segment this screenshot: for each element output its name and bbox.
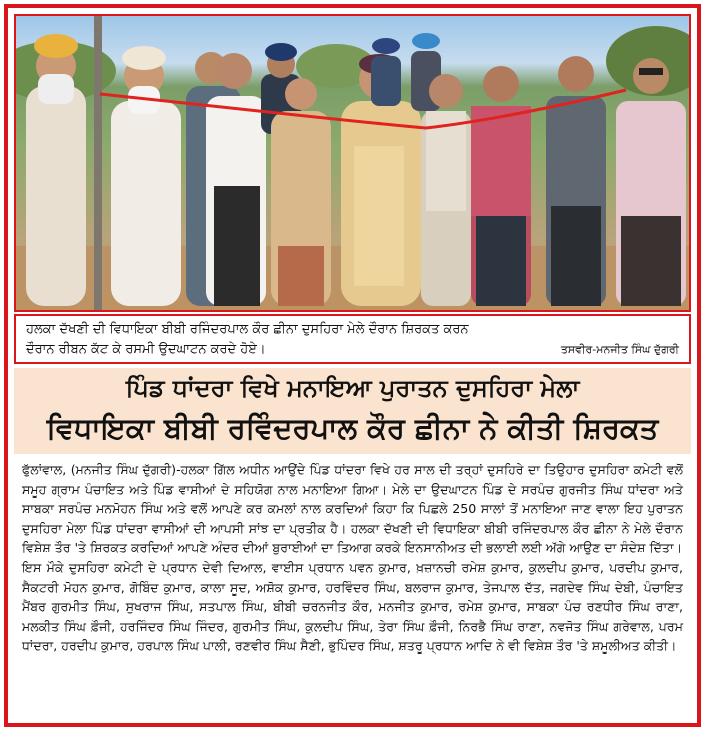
caption-line-1: ਹਲਕਾ ਦੱਖਣੀ ਦੀ ਵਿਧਾਇਕਾ ਬੀਬੀ ਰਜਿੰਦਰਪਾਲ ਕੌਰ ਛੀਨਾ ਦੁਸਹਿਰਾ ਮੇਲੇ ਦੌਰਾਨ ਸ਼ਿਰਕਤ ਕਰਨ [26,322,469,337]
news-photo [14,14,691,312]
photo-caption [14,314,691,364]
headline-line-1: ਪਿੰਡ ਧਾਂਦਰਾ ਵਿਖੇ ਮਨਾਇਆ ਪੁਰਾਤਨ ਦੁਸਹਿਰਾ ਮੇਲਾ [125,374,580,402]
headline-box [14,368,691,454]
article-paragraph-1: ਫੁੱਲਾਂਵਾਲ, (ਮਨਜੀਤ ਸਿੰਘ ਦੁੱਗਰੀ)-ਹਲਕਾ ਗਿੱਲ ਅਧੀਨ ਆਉਂਦੇ ਪਿੰਡ ਧਾਂਦਰਾ ਵਿਖੇ ਹਰ ਸਾਲ ਦੀ ਤਰ੍ਹਾਂ ਦੁਸਹਿਰੇ ਦਾ ਤਿਉਹਾਰ ਦੁਸਹਿਰਾ ਕਮੇਟੀ ਵਲੋਂ ਸਮੂਹ ਗ੍ਰਾਮ ਪੰਚਾਇਤ ਅਤੇ ਪਿੰਡ ਵਾਸੀਆਂ ਦੇ ਸਹਿਯੋਗ ਨਾਲ ਮਨਾਇਆ ਗਿਆ। ਮੇਲੇ ਦਾ ਉਦਘਾਟਨ ਪਿੰਡ ਦੇ ਸਰਪੰਚ ਗੁਰਜੀਤ ਸਿੰਘ ਧਾਂਦਰਾ ਅਤੇ ਸਾਬਕਾ ਸਰਪੰਚ ਮਨਮੋਹਨ ਸਿੰਘ ਅਤੇ ਵਲੋਂ ਆਪਣੇ ਕਰ ਕਮਲਾਂ ਨਾਲ ਕਰਦਿਆਂ ਕਿਹਾ ਕਿ ਪਿਛਲੇ 250 ਸਾਲਾਂ ਤੋਂ ਮਨਾਇਆ ਜਾਣ ਵਾਲਾ ਇਹ ਪੁਰਾਤਨ ਦੁਸਹਿਰਾ ਮੇਲਾ ਪਿੰਡ ਧਾਂਦਰਾ ਵਾਸੀਆਂ ਦੀ ਆਪਸੀ ਸਾਂਝ ਦਾ ਪ੍ਰਤੀਕ ਹੈ। ਹਲਕਾ ਦੱਖਣੀ ਦੀ ਵਿਧਾਇਕਾ ਬੀਬੀ ਰਜਿੰਦਰਪਾਲ ਕੌਰ ਛੀਨਾ ਨੇ ਮੇਲੇ ਦੌਰਾਨ ਵਿਸ਼ੇਸ਼ ਤੌਰ 'ਤੇ ਸ਼ਿਰਕਤ ਕਰਦਿਆਂ ਆਪਣੇ ਅੰਦਰ ਦੀਆਂ ਬੁਰਾਈਆਂ ਦਾ ਤਿਆਗ ਕਰਕੇ ਇਨਸਾਨੀਅਤ ਦੀ ਭਲਾਈ ਲਈ ਅੱਗੇ ਆਉਣ ਦਾ ਸੰਦੇਸ਼ ਦਿੱਤਾ। [22,462,683,556]
article-body [14,458,691,720]
caption-line-2: ਦੌਰਾਨ ਰੀਬਨ ਕੱਟ ਕੇ ਰਸਮੀ ਉਦਘਾਟਨ ਕਰਦੇ ਹੋਏ। [26,342,266,357]
pole-icon [94,16,102,310]
caption-row-2 [26,340,679,360]
ribbon-cutting-photo-icon [16,16,689,310]
news-clipping-frame [4,4,701,727]
headline-line-2: ਵਿਧਾਇਕਾ ਬੀਬੀ ਰਵਿੰਦਰਪਾਲ ਕੌਰ ਛੀਨਾ ਨੇ ਕੀਤੀ ਸ਼ਿਰਕਤ [46,411,659,445]
article-paragraph-2: ਇਸ ਮੌਕੇ ਦੁਸਹਿਰਾ ਕਮੇਟੀ ਦੇ ਪ੍ਰਧਾਨ ਦੇਵੀ ਦਿਆਲ, ਵਾਈਸ ਪ੍ਰਧਾਨ ਪਵਨ ਕੁਮਾਰ, ਖ਼ਜ਼ਾਨਚੀ ਰਮੇਸ਼ ਕੁਮਾਰ, ਕੁਲਦੀਪ ਕੁਮਾਰ, ਪਰਦੀਪ ਕੁਮਾਰ, ਸੈਕਟਰੀ ਮੋਹਨ ਕੁਮਾਰ, ਗੋਬਿੰਦ ਕੁਮਾਰ, ਕਾਲਾ ਸੂਦ, ਅਸ਼ੋਕ ਕੁਮਾਰ, ਹਰਵਿੰਦਰ ਸਿੰਘ, ਬਲਰਾਜ ਕੁਮਾਰ, ਤੇਜਪਾਲ ਦੱਤ, ਜਗਦੇਵ ਸਿੰਘ ਦੇਬੀ, ਪੰਚਾਇਤ ਮੈਂਬਰ ਗੁਰਮੀਤ ਸਿੰਘ, ਸੁਖਰਾਜ ਸਿੰਘ, ਸਤਪਾਲ ਸਿੰਘ, ਬੀਬੀ ਚਰਨਜੀਤ ਕੌਰ, ਮਨਜੀਤ ਕੁਮਾਰ, ਰਮੇਸ਼ ਕੁਮਾਰ, ਸਾਬਕਾ ਪੰਚ ਰਣਧੀਰ ਸਿੰਘ ਰਾਣਾ, ਮਲਕੀਤ ਸਿੰਘ ਫ਼ੌਜੀ, ਹਰਜਿੰਦਰ ਸਿੰਘ ਜਿੰਦਰ, ਗੁਰਮੀਤ ਸਿੰਘ, ਕੁਲਦੀਪ ਸਿੰਘ, ਤੇਰਾ ਸਿੰਘ ਫ਼ੌਜੀ, ਨਿਰਭੈ ਸਿੰਘ ਰਾਣਾ, ਨਵਜੋਤ ਸਿੰਘ ਗਰੇਵਾਲ, ਪਰਮ ਧਾਂਦਰਾ, ਹਰਦੀਪ ਕੁਮਾਰ, ਹਰਪਾਲ ਸਿੰਘ ਪਾਲੀ, ਰਣਵੀਰ ਸਿੰਘ ਸੈਣੀ, ਭੁਪਿੰਦਰ ਸਿੰਘ, ਸ਼ਤਰੂ ਪ੍ਰਧਾਨ ਆਦਿ ਨੇ ਵੀ ਵਿਸ਼ੇਸ਼ ਤੌਰ 'ਤੇ ਸ਼ਮੂਲੀਅਤ ਕੀਤੀ। [22,559,683,654]
photo-credit: ਤਸਵੀਰ-ਮਨਜੀਤ ਸਿੰਘ ਦੁੱਗਰੀ [560,343,679,356]
